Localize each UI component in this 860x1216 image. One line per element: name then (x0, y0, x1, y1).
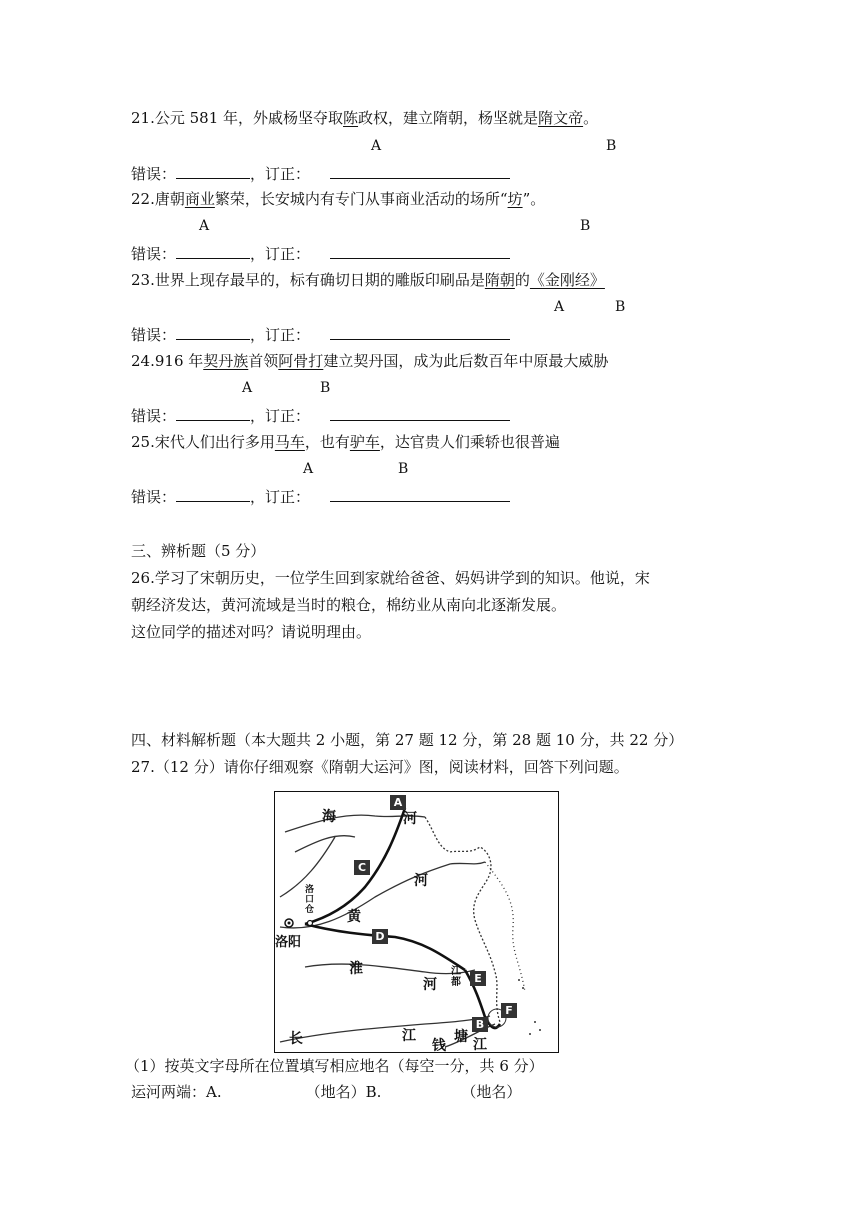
section-4-title: 四、材料解析题（本大题共 2 小题，第 27 题 12 分，第 28 题 10 分，共 22 分） (131, 731, 684, 749)
question-26-line-1: 26.学习了宋朝历史，一位学生回到家就给爸爸、妈妈讲学到的知识。他说，宋 (131, 569, 650, 587)
q25-option-b-text: 驴车 (349, 433, 380, 451)
question-25: 25.宋代人们出行多用马车，也有驴车，达官贵人们乘轿也很普遍 (131, 433, 560, 451)
q22-option-b-text: 坊 (507, 190, 523, 208)
q21-option-a-text: 陈 (343, 109, 359, 127)
q22-fix-blank[interactable] (330, 244, 510, 259)
q24-option-b-text: 阿骨打 (278, 352, 324, 370)
q25-answer-row: 错误： ，订正： (131, 487, 510, 507)
grand-canal-map (274, 791, 559, 1053)
question-26-line-3: 这位同学的描述对吗？请说明理由。 (131, 623, 372, 641)
map-box-c: C (354, 860, 370, 875)
q24-answer-row: 错误： ，订正： (131, 406, 510, 426)
map-char-qian: 钱 (432, 1038, 446, 1054)
q24-fix-blank[interactable] (330, 406, 510, 421)
q22-option-a-text: 商业 (184, 190, 215, 208)
question-26-line-2: 朝经济发达，黄河流域是当时的粮仓，棉纺业从南向北逐渐发展。 (131, 596, 567, 614)
map-box-d: D (372, 929, 388, 944)
sea-dot (518, 979, 520, 981)
q22-answer-row: 错误： ，订正： (131, 244, 510, 264)
q23-option-b-text: 《金刚经》 (529, 271, 605, 289)
question-27-canal-ends: 运河两端：A. （地名）B. （地名） (131, 1083, 522, 1101)
map-char-he-3: 河 (423, 977, 437, 993)
map-box-a: A (390, 795, 406, 810)
question-27-part-1: （1）按英文字母所在位置填写相应地名（每空一分，共 6 分） (125, 1057, 544, 1075)
q24-error-blank[interactable] (176, 406, 250, 421)
q21-error-blank[interactable] (176, 164, 250, 179)
map-char-huai: 淮 (349, 961, 363, 977)
q23-error-blank[interactable] (176, 325, 250, 340)
q21-option-b-text: 隋文帝 (538, 109, 584, 127)
map-char-jiang-2: 江 (473, 1037, 487, 1053)
q25-error-blank[interactable] (176, 487, 250, 502)
map-char-tang: 塘 (454, 1029, 468, 1045)
q23-answer-row: 错误： ，订正： (131, 325, 510, 345)
luoyang-marker-dot (288, 922, 291, 925)
q25-mark-a: A (303, 461, 314, 477)
q23-mark-a: A (554, 299, 565, 315)
q23-option-a-text: 隋朝 (484, 271, 515, 289)
q21-mark-b: B (606, 138, 617, 154)
q23-mark-b: B (615, 299, 626, 315)
q21-mark-a: A (371, 138, 382, 154)
map-char-jiang-1: 江 (402, 1028, 416, 1044)
question-27-intro: 27.（12 分）请你仔细观察《隋朝大运河》图，阅读材料，回答下列问题。 (131, 758, 629, 776)
q25-mark-b: B (398, 461, 409, 477)
q24-mark-b: B (320, 380, 331, 396)
sea-dot (522, 987, 524, 989)
section-3-title: 三、辨析题（5 分） (131, 542, 266, 560)
river-tributary (295, 836, 355, 852)
sea-dot (539, 1029, 541, 1031)
dotted-border (485, 862, 525, 992)
q24-mark-a: A (242, 380, 253, 396)
q22-mark-b: B (580, 218, 591, 234)
map-char-hai: 海 (322, 809, 336, 825)
q22-error-blank[interactable] (176, 244, 250, 259)
map-char-he-2: 河 (414, 873, 428, 889)
q21-answer-row: 错误： ，订正： (131, 164, 510, 184)
sea-dot (529, 1033, 531, 1035)
map-char-he-1: 河 (403, 811, 417, 827)
q23-fix-blank[interactable] (330, 325, 510, 340)
map-box-f: F (501, 1003, 517, 1018)
huai-river-line (305, 964, 475, 974)
question-24: 24.916 年契丹族首领阿骨打建立契丹国，成为此后数百年中原最大威胁 (131, 352, 609, 370)
map-city-luokoucang: 洛 口 仓 (305, 885, 315, 915)
q21-fix-blank[interactable] (330, 164, 510, 179)
map-city-luoyang: 洛阳 (275, 935, 302, 950)
map-city-jiangdu: 江 都 (451, 966, 461, 988)
sea-dot (534, 1021, 536, 1023)
question-23: 23.世界上现存最早的，标有确切日期的雕版印刷品是隋朝的《金刚经》 (131, 271, 605, 289)
q25-option-a-text: 马车 (274, 433, 305, 451)
luokoucang-marker (308, 921, 313, 926)
question-21: 21.公元 581 年，外戚杨坚夺取陈政权，建立隋朝，杨坚就是隋文帝。 (131, 109, 599, 127)
q25-fix-blank[interactable] (330, 487, 510, 502)
q24-option-a-text: 契丹族 (203, 352, 249, 370)
q22-mark-a: A (199, 218, 210, 234)
map-char-huang: 黄 (347, 909, 361, 925)
map-box-b: B (472, 1017, 488, 1032)
map-box-e: E (470, 971, 486, 986)
map-char-chang: 长 (289, 1031, 303, 1047)
question-22: 22.唐朝商业繁荣，长安城内有专门从事商业活动的场所“坊”。 (131, 190, 546, 208)
